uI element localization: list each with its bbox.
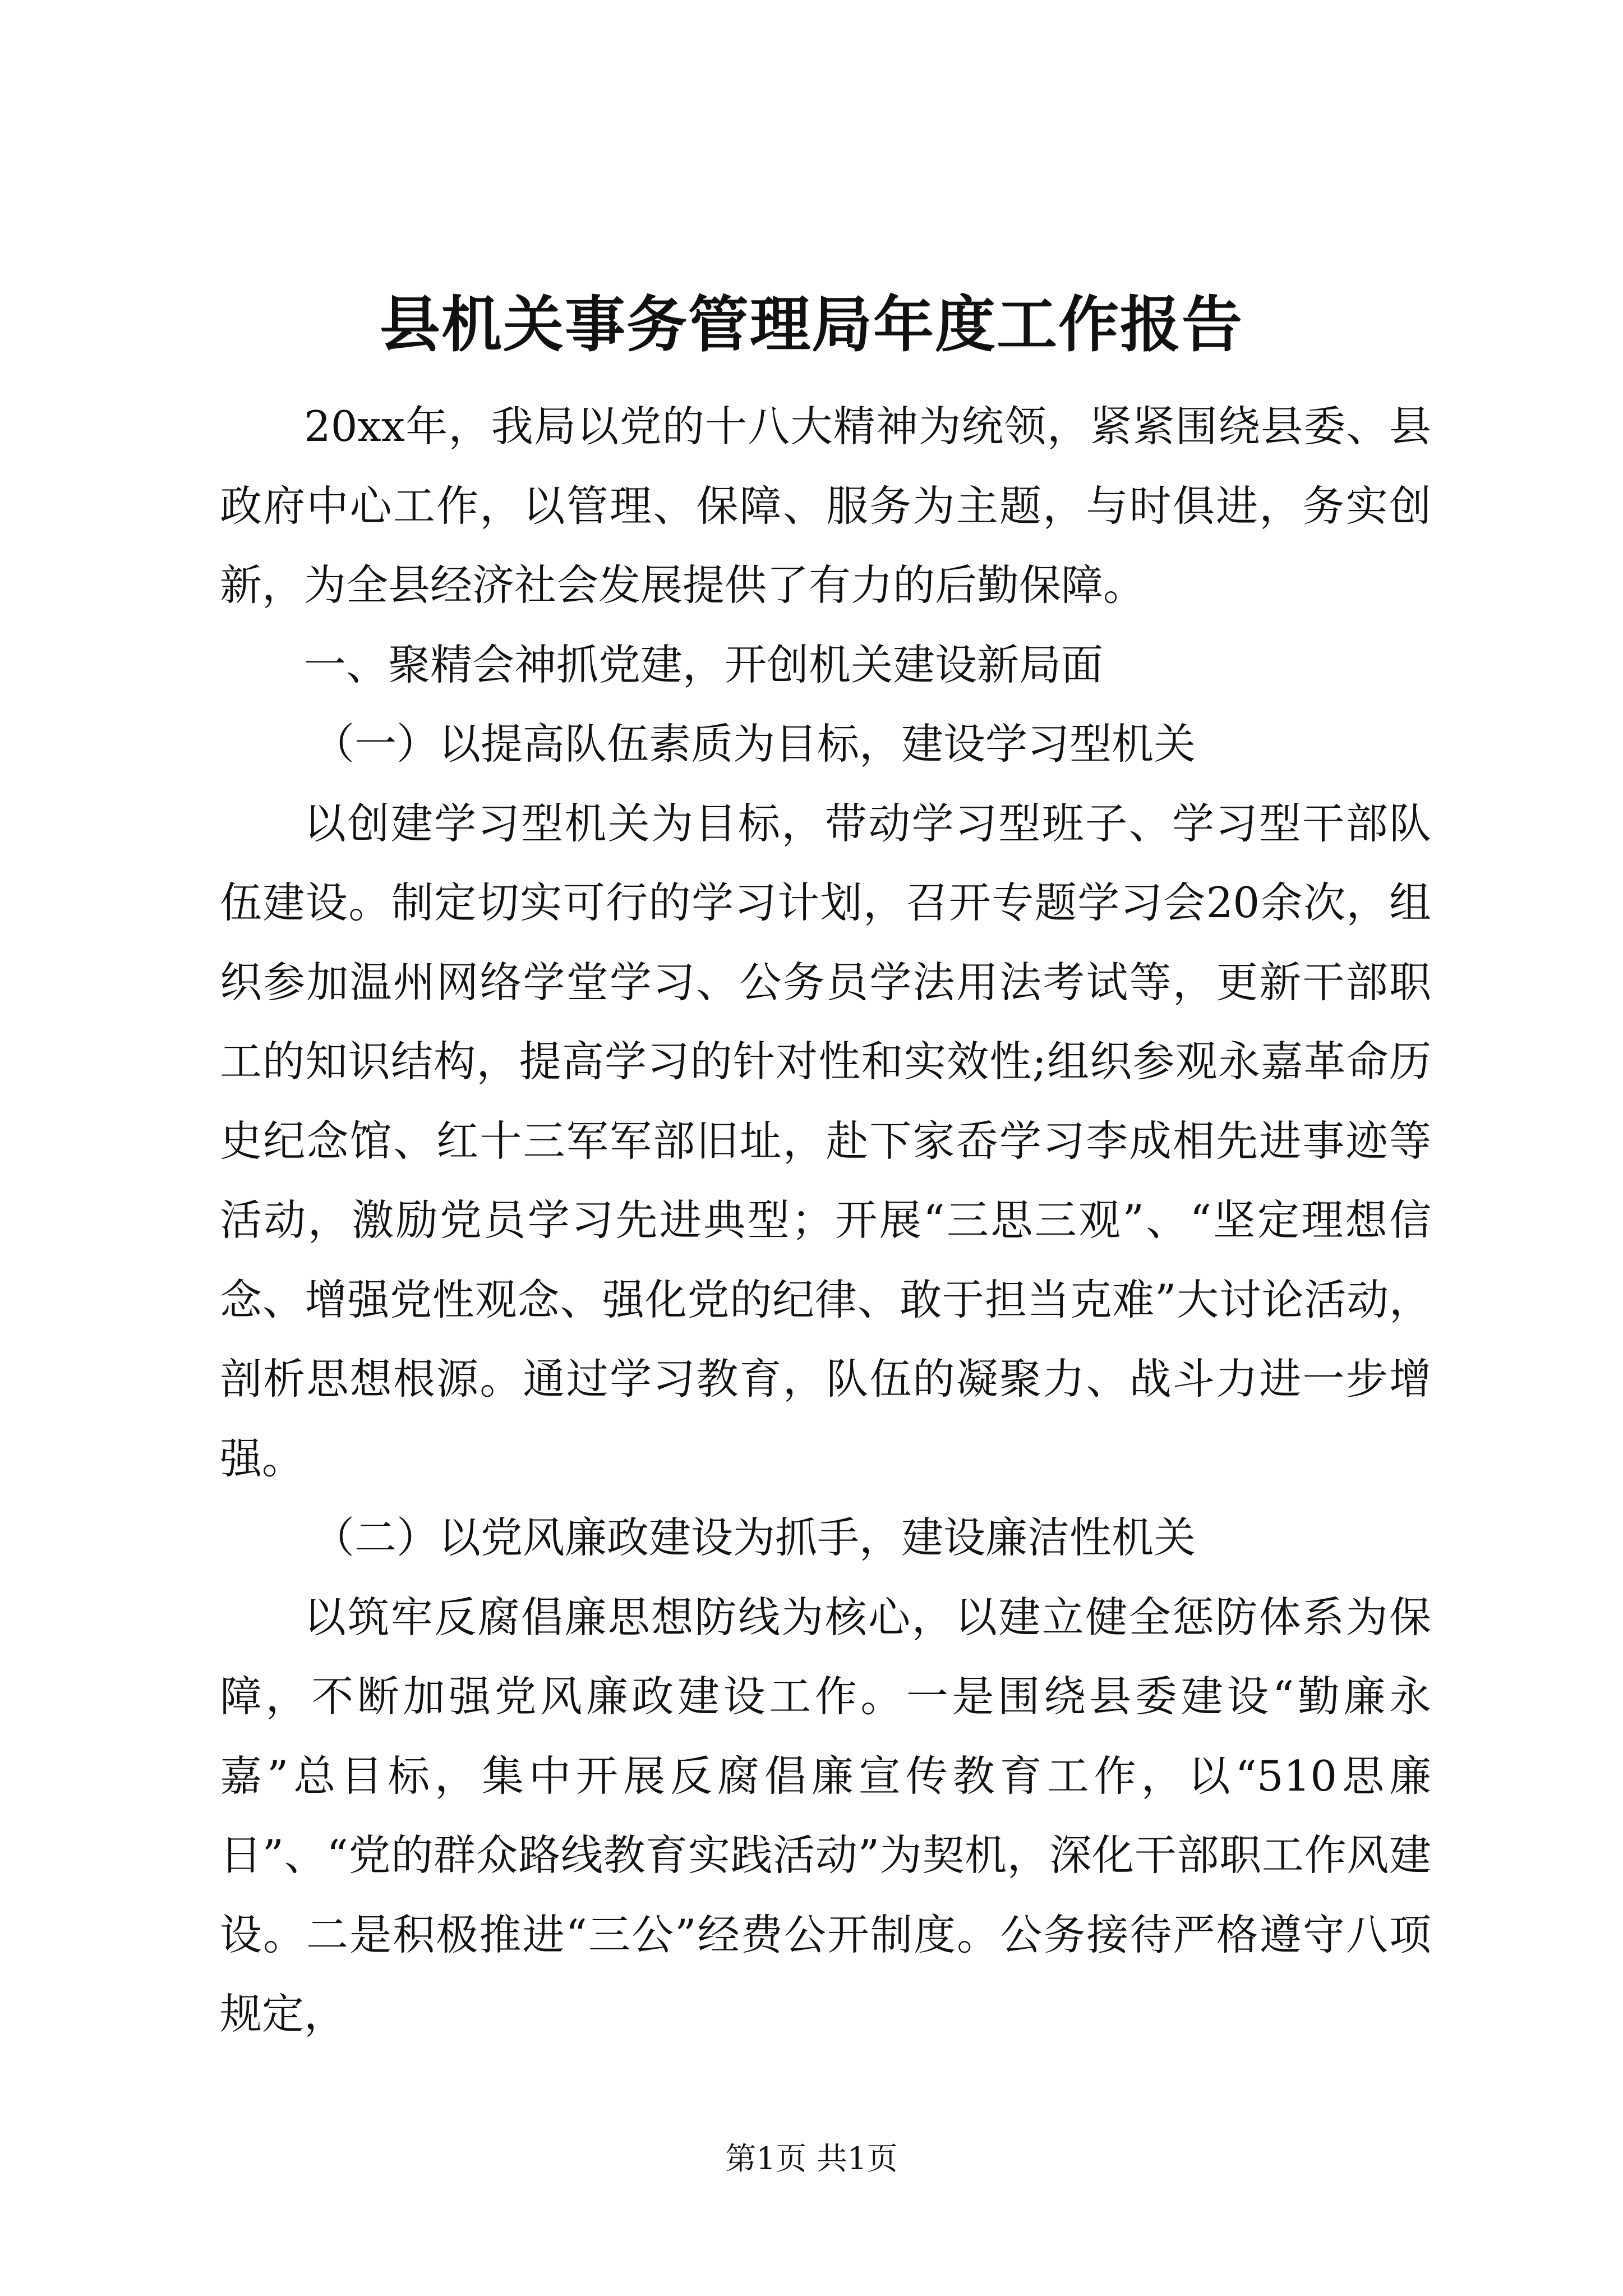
- subsection-heading-2: （二）以党风廉政建设为抓手，建设廉洁性机关: [312, 1513, 1196, 1562]
- body-paragraph-1: 以创建学习型机关为目标，带动学习型班子、学习型干部队伍建设。制定切实可行的学习计划，召开专题学习会20余次，组织参加温州网络学堂学习、公务员学法用法考试等，更新干部职工的知识结构，提高学习的针对性和实效性;组织参观永嘉革命历史纪念馆、红十三军军部旧址，赴下家岙学习李成相先进事迹等活动，激励党员学习先进典型；开展“三思三观”、“坚定理想信念、增强党性观念、强化党的纪律、敢于担当克难”大讨论活动，剖析思想根源。通过学习教育，队伍的凝聚力、战斗力进一步增强。: [220, 798, 1431, 1483]
- document-title: 县机关事务管理局年度工作报告: [379, 290, 1243, 360]
- section-heading-1: 一、聚精会神抓党建，开创机关建设新局面: [304, 639, 1104, 689]
- document-body: [220, 387, 1431, 2054]
- intro-paragraph: 20xx年，我局以党的十八大精神为统领，紧紧围绕县委、县政府中心工作，以管理、保障、服务为主题，与时俱进，务实创新，为全县经济社会发展提供了有力的后勤保障。: [220, 402, 1431, 610]
- page-footer: 第1页 共1页: [725, 2141, 898, 2177]
- subsection-heading-1: （一）以提高队伍素质为目标，建设学习型机关: [312, 719, 1196, 769]
- body-paragraph-2: 以筑牢反腐倡廉思想防线为核心，以建立健全惩防体系为保障，不断加强党风廉政建设工作。一是围绕县委建设“勤廉永嘉”总目标，集中开展反腐倡廉宣传教育工作，以“510思廉日”、“党的群众路线教育实践活动”为契机，深化干部职工作风建设。二是积极推进“三公”经费公开制度。公务接待严格遵守八项规定，: [220, 1592, 1431, 2039]
